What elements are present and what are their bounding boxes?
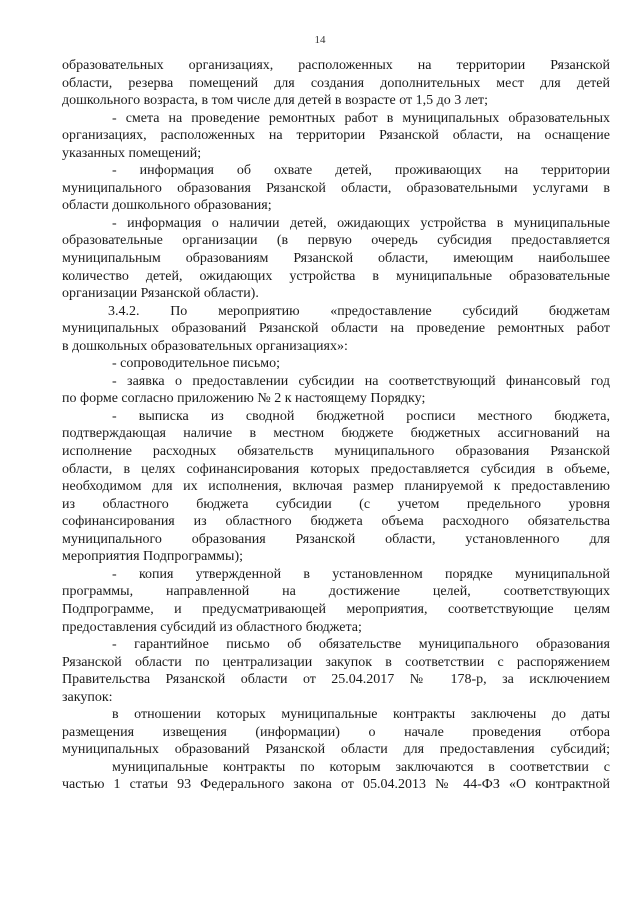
text-line: Рязанской области по централизации закупок в соответствии с распоряжением [62,654,610,670]
page-number: 14 [314,34,326,46]
text-line: по форме согласно приложению № 2 к настоящему Порядку; [62,391,426,407]
text-line: - смета на проведение ремонтных работ в муниципальных образовательных [112,110,610,126]
text-line: - информация об охвате детей, проживающих на территории [112,163,610,179]
text-line: из областного бюджета субсидии (с учетом предельного уровня [62,496,610,512]
text-line: муниципальных образований Рязанской области для предоставления субсидий; [62,742,610,758]
text-line: - сопроводительное письмо; [112,356,281,372]
text-line: области дошкольного образования; [62,198,272,214]
text-line: программы, направленной на достижение целей, соответствующих [62,584,610,600]
text-line: - информация о наличии детей, ожидающих устройства в муниципальные [112,215,610,231]
text-line: - копия утвержденной в установленном порядке муниципальной [112,566,610,582]
text-line: муниципального образования Рязанской области, образовательными услугами в [62,180,610,196]
text-line: мероприятия Подпрограммы); [62,549,244,565]
text-line: - заявка о предоставлении субсидии на соответствующий финансовый год [112,373,610,389]
text-line: муниципальные контракты по которым заключаются в соответствии с [112,759,610,775]
text-line: размещения извещения (информации) о начале проведения отбора [62,724,610,740]
text-line: Правительства Рязанской области от 25.04.2017 № 178-р, за исключением [62,672,610,688]
text-line: исполнение расходных обязательств муниципального образования Рязанской [62,444,610,460]
text-line: образовательные организации (в первую очередь субсидия предоставляется [62,233,610,249]
text-line: муниципальным образованиям Рязанской области, имеющим наибольшее [62,251,610,267]
text-line: - выписка из сводной бюджетной росписи местного бюджета, [112,408,610,424]
text-line: муниципального образования Рязанской области, установленного для [62,531,610,547]
text-line: Подпрограмме, и предусматривающей мероприятия, соответствующие целям [62,601,610,617]
text-line: муниципальных образований Рязанской области на проведение ремонтных работ [62,321,610,337]
text-line: области, резерва помещений для создания дополнительных мест для детей [62,75,610,91]
text-line: подтверждающая наличие в местном бюджете бюджетных ассигнований на [62,426,610,442]
text-line: закупок: [62,689,113,705]
text-line: организациях, расположенных на территории Рязанской области, на оснащение [62,128,610,144]
text-line: предоставления субсидий из областного бюджета; [62,619,362,635]
text-line: софинансирования из областного бюджета объема расходного обязательства [62,514,610,530]
text-line: образовательных организациях, расположенных на территории Рязанской [62,58,610,73]
text-line: организации Рязанской области). [62,286,259,302]
text-line: частью 1 статьи 93 Федерального закона от 05.04.2013 № 44-ФЗ «О контрактной [62,777,610,793]
document-body [62,57,610,794]
text-line: необходимом для их исполнения, включая размер планируемой к предоставлению [62,479,610,495]
text-line: 3.4.2. По мероприятию «предоставление субсидий бюджетам [108,303,610,319]
text-line: в дошкольных образовательных организациях»: [62,338,348,354]
text-line: области, в целях софинансирования которых предоставляется субсидия в объеме, [62,461,610,477]
text-line: в отношении которых муниципальные контракты заключены до даты [112,707,610,723]
text-line: дошкольного возраста, в том числе для детей в возрасте от 1,5 до 3 лет; [62,93,489,109]
text-line: количество детей, ожидающих устройства в муниципальные образовательные [62,268,610,284]
text-line: указанных помещений; [62,145,202,161]
text-line: - гарантийное письмо об обязательстве муниципального образования [112,637,610,653]
